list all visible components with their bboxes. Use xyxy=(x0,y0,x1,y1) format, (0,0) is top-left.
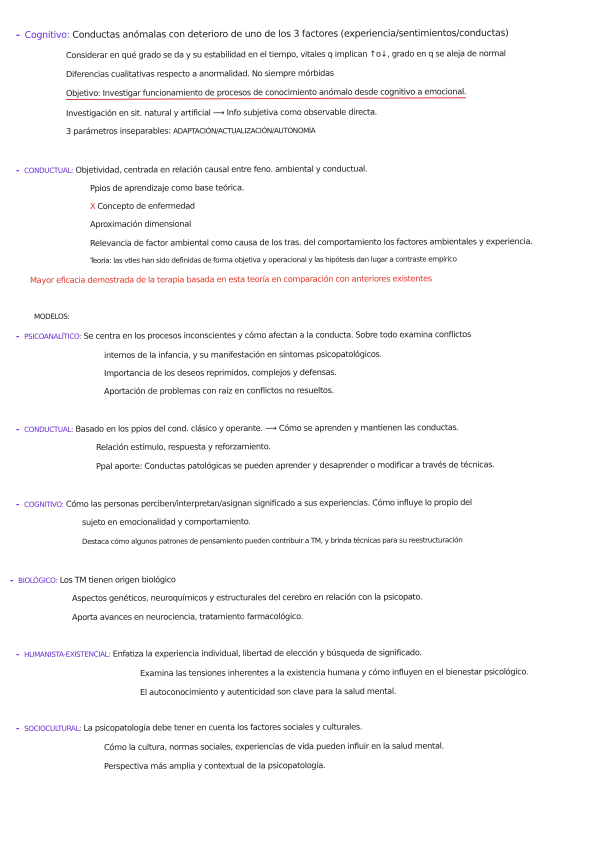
biologico-title-line xyxy=(10,573,176,587)
text-line: Relación estímulo, respuesta y reforzamiento. xyxy=(95,441,271,452)
text-line: Aproximación dimensional xyxy=(89,218,191,229)
text-line: Considerar en qué grado se da y su estabilidad en el tiempo, vitales q implican ↑o↓, grado en q se aleja de normal xyxy=(65,48,506,60)
parameters-list: ADAPTACIÓN/ACTUALIZACIÓN/AUTONOMÍA xyxy=(173,125,316,136)
cognitivo-model-title-line xyxy=(16,496,472,511)
text-line: Conductas anómalas con deterioro de uno de los 3 factores (experiencia/sentimientos/conductas) xyxy=(72,27,509,41)
text-line: Cómo las personas perciben/interpretan/asignan significado a sus experiencias. Cómo influye lo propio del xyxy=(65,497,472,509)
bullet-dash: - xyxy=(15,330,20,341)
cross-mark: X xyxy=(89,200,96,211)
text-line: Objetividad, centrada en relación causal entre feno. ambiental y conductual. xyxy=(75,163,368,175)
psicoanalitico-title-line xyxy=(16,328,471,343)
text-line-underlined xyxy=(66,85,466,99)
sociocultural-title-line xyxy=(16,720,362,735)
highlight-red-line: Mayor eficacia demostrada de la terapia basada en esta teoría en comparación con anteriores existentes xyxy=(29,273,432,285)
bullet-dash: - xyxy=(15,722,20,733)
cognitivo-title-line xyxy=(16,28,509,42)
underlined-objective: Objetivo: Investigar funcionamiento de procesos de conocimiento anómalo desde cognitivo a emocional. xyxy=(65,86,467,98)
text-line: La psicopatología debe tener en cuenta los factores sociales y culturales. xyxy=(83,721,363,733)
bullet-dash: - xyxy=(15,164,20,175)
section-label-sociocultural: SOCIOCULTURAL: xyxy=(24,723,82,733)
text-line: sujeto en emocionalidad y comportamiento. xyxy=(81,516,251,527)
text-line: Teoría: las vtles han sido definidas de forma objetiva y operacional y las hipótesis dan lugar a contraste empírico xyxy=(89,254,457,265)
section-label-psicoanalitico: PSICOANALÍTICO: xyxy=(24,331,82,341)
modelos-heading: MODELOS: xyxy=(33,311,70,321)
section-label-biologico: BIOLÓGICO: xyxy=(18,575,58,585)
text-line: Aporta avances en neurociencia, tratamiento farmacológico. xyxy=(71,610,304,622)
text-line: Se centra en los procesos inconscientes y cómo afectan a la conducta. Sobre todo examina conflictos xyxy=(83,329,471,341)
section-label-humanista: HUMANISTA-EXISTENCIAL: xyxy=(24,649,111,659)
section-label-cognitivo: Cognitivo: xyxy=(24,29,70,41)
text-line: internos de la infancia, y su manifestación en síntomas psicopatológicos. xyxy=(103,348,382,360)
text-line: Aspectos genéticos, neuroquímicos y estructurales del cerebro en relación con la psicopato. xyxy=(71,591,423,603)
bullet-dash: - xyxy=(15,648,20,659)
bullet-dash: - xyxy=(15,423,20,434)
text-line: Ppal aporte: Conductas patológicas se pueden aprender y desaprender o modificar a través de técnicas. xyxy=(95,459,495,471)
parameters-intro: 3 parámetros inseparables: xyxy=(65,125,171,136)
text-line: Importancia de los deseos reprimidos, complejos y defensas. xyxy=(103,366,337,378)
text-line xyxy=(90,200,195,212)
text-line xyxy=(66,124,315,138)
text-line: Basado en los ppios del cond. clásico y operante. ⟶ Cómo se aprenden y mantienen las conductas. xyxy=(75,422,459,434)
section-label-conductual: CONDUCTUAL: xyxy=(24,165,74,175)
text-line: Cómo la cultura, normas sociales, experiencias de vida pueden influir en la salud mental. xyxy=(103,740,444,752)
bullet-dash: - xyxy=(15,29,20,41)
bullet-dash: - xyxy=(9,574,14,585)
humanista-title-line xyxy=(16,646,422,661)
text-line: Ppios de aprendizaje como base teórica. xyxy=(89,182,245,193)
conductual-model-title-line xyxy=(16,421,459,436)
text-line: Aportación de problemas con raíz en conflictos no resueltos. xyxy=(103,384,334,396)
text-line: Perspectiva más amplia y contextual de la psicopatología. xyxy=(103,760,326,771)
text-line: Enfatiza la experiencia individual, libertad de elección y búsqueda de significado. xyxy=(112,647,422,659)
section-label-cognitivo-model: COGNITIVO: xyxy=(24,499,64,509)
text-line: Destaca cómo algunos patrones de pensamiento pueden contribuir a TM, y brinda técnicas para su reestructuración xyxy=(81,535,463,546)
text-line: Los TM tienen origen biológico xyxy=(59,574,176,585)
text-line: Examina las tensiones inherentes a la existencia humana y cómo influyen en el bienestar psicológico. xyxy=(139,666,529,678)
conductual-title-line xyxy=(16,162,367,177)
text-line: El autoconocimiento y autenticidad son clave para la salud mental. xyxy=(139,685,397,697)
text-line: Diferencias cualitativas respecto a anormalidad. No siempre mórbidas xyxy=(65,67,334,79)
text-line: Relevancia de factor ambiental como causa de los tras. del comportamiento los factores ambientales y experiencia. xyxy=(89,236,533,248)
text-line: Investigación en sit. natural y artificial ⟶ Info subjetiva como observable directa. xyxy=(65,106,377,118)
bullet-dash: - xyxy=(15,498,20,509)
concept-text: Concepto de enfermedad xyxy=(97,200,195,211)
section-label-conductual-model: CONDUCTUAL: xyxy=(24,424,74,434)
